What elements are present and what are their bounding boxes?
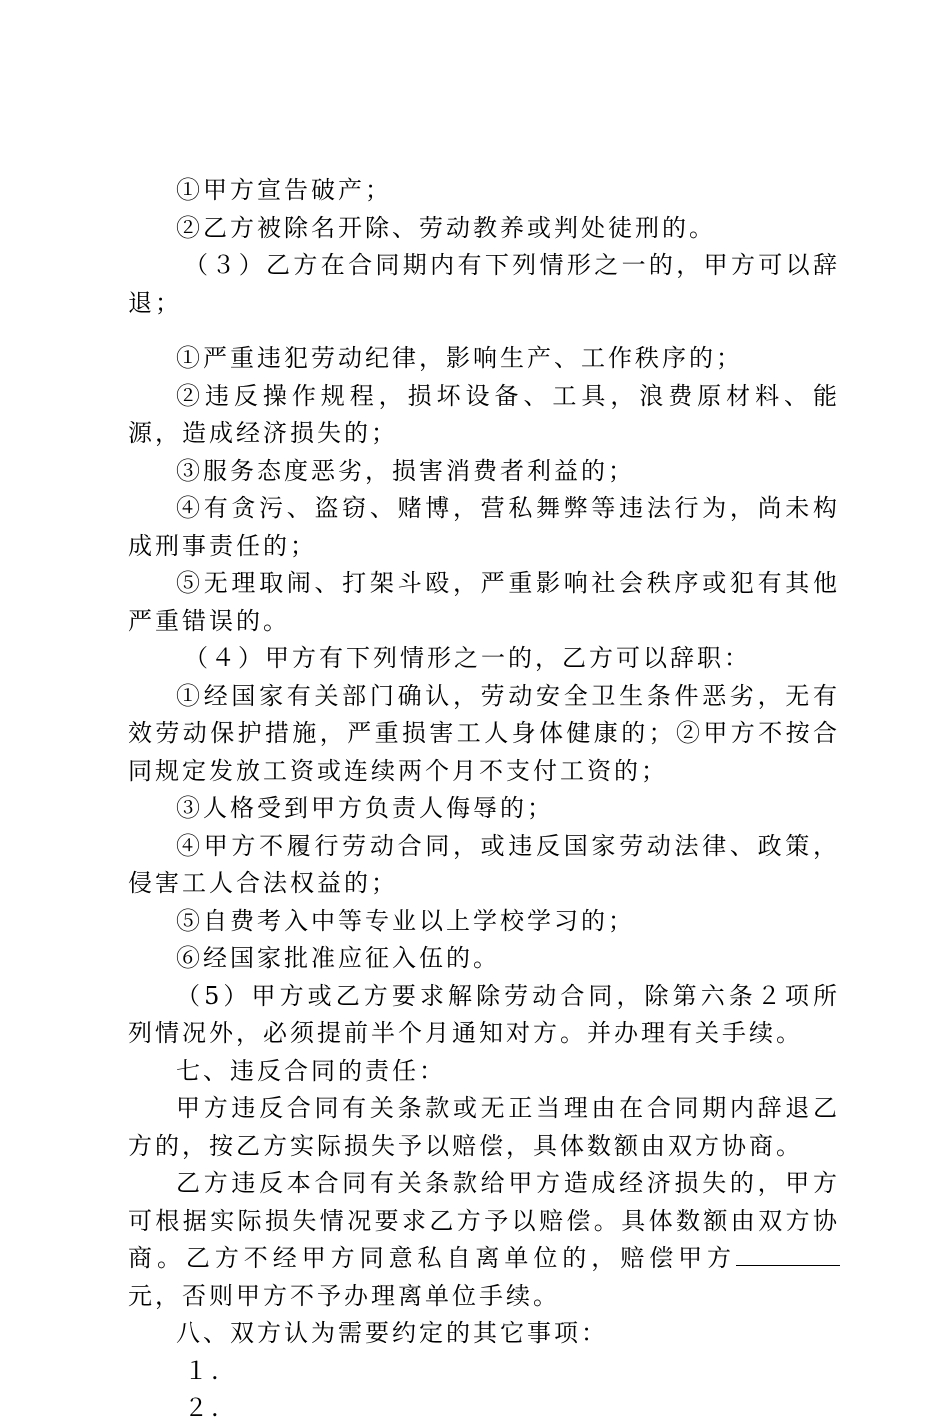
item-one: １. (184, 1356, 222, 1385)
clause-party-a-liability: 甲方违反合同有关条款或无正当理由在合同期内辞退乙方的，按乙方实际损失予以赔偿，具体数额由双方协商。 (128, 1094, 840, 1160)
clause-military: ⑥经国家批准应征入伍的。 (176, 944, 500, 972)
clause-corruption: ④有贪污、盗窃、赌博，营私舞弊等违法行为，尚未构成刑事责任的； (128, 494, 840, 560)
clause-resignation-heading: （４）甲方有下列情形之一的，乙方可以辞职： (184, 644, 751, 672)
amount-blank[interactable] (736, 1240, 840, 1266)
clause-discipline: ①严重违犯劳动纪律，影响生产、工作秩序的； (176, 344, 743, 372)
clause-safety: ①经国家有关部门确认，劳动安全卫生条件恶劣，无有效劳动保护措施，严重损害工人身体健康的；②甲方不按合同规定发放工资或连续两个月不支付工资的； (128, 681, 840, 785)
clause-notice: （5）甲方或乙方要求解除劳动合同，除第六条２项所列情况外，必须提前半个月通知对方。并办理有关手续。 (128, 981, 840, 1047)
item-two: ２. (184, 1394, 222, 1423)
compensation-text-end: 元，否则甲方不予办理离单位手续。 (128, 1281, 560, 1310)
compensation-text: 乙方违反本合同有关条款给甲方造成经济损失的，甲方可根据实际损失情况要求乙方予以赔偿。具体数额由双方协商。乙方不经甲方同意私自离单位的，赔偿甲方 (128, 1169, 840, 1273)
clause-rights: ④甲方不履行劳动合同，或违反国家劳动法律、政策，侵害工人合法权益的； (128, 831, 840, 897)
clause-dismissal-heading: （３）乙方在合同期内有下列情形之一的，甲方可以辞退； (128, 251, 840, 317)
contract-text (128, 172, 840, 1428)
clause-service: ③服务态度恶劣，损害消费者利益的； (176, 456, 635, 485)
clause-party-b-liability (128, 1165, 840, 1315)
clause-bankruptcy: ①甲方宣告破产； (176, 176, 392, 204)
section-eight-heading: 八、双方认为需要约定的其它事项： (176, 1319, 608, 1348)
clause-expelled: ②乙方被除名开除、劳动教养或判处徒刑的。 (176, 213, 716, 242)
clause-insult: ③人格受到甲方负责人侮辱的； (176, 794, 554, 822)
clause-study: ⑤自费考入中等专业以上学校学习的； (176, 906, 635, 935)
section-seven-heading: 七、违反合同的责任： (176, 1056, 446, 1085)
clause-operation: ②违反操作规程，损坏设备、工具，浪费原材料、能源，造成经济损失的； (128, 381, 840, 447)
clause-misconduct: ⑤无理取闹、打架斗殴，严重影响社会秩序或犯有其他严重错误的。 (128, 569, 840, 635)
